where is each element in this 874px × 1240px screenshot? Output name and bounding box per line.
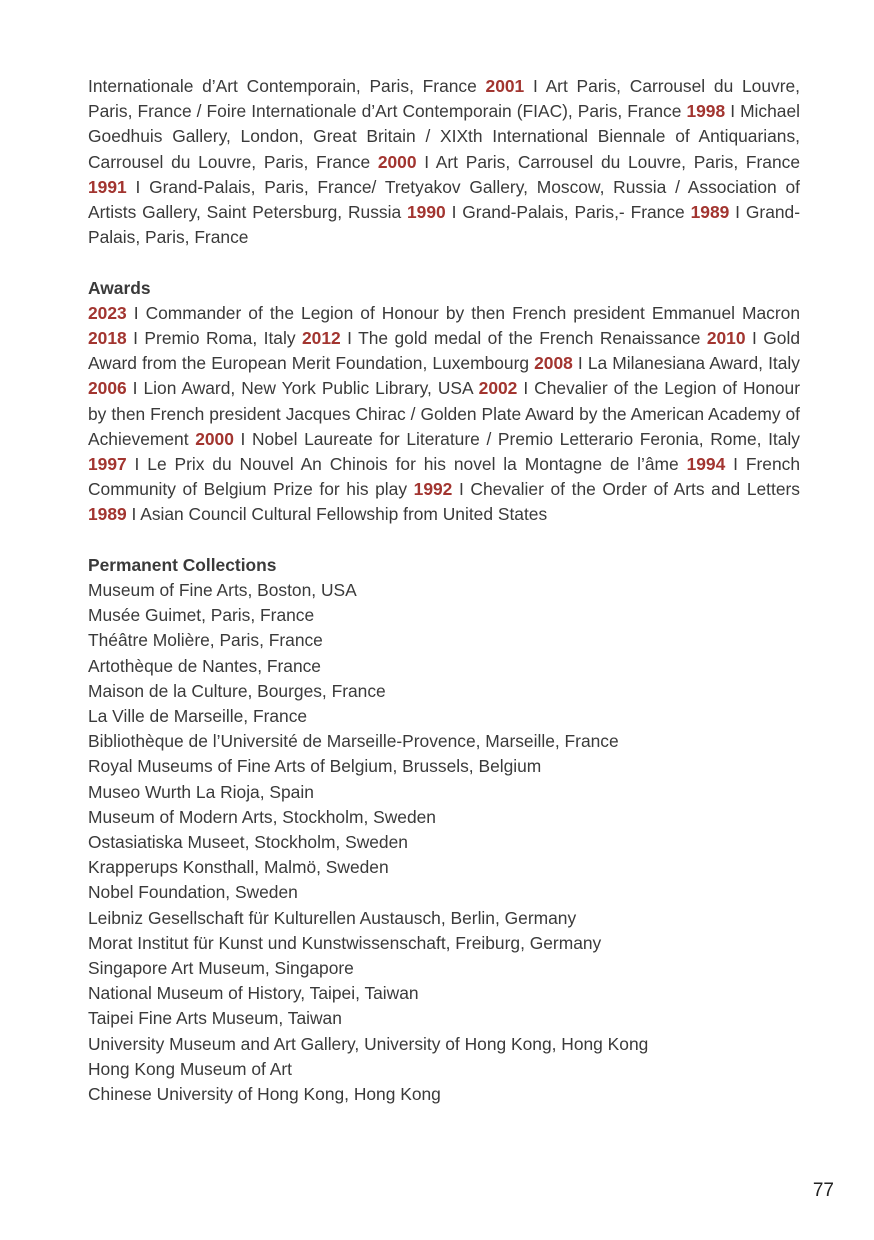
collection-item: Hong Kong Museum of Art (88, 1058, 292, 1079)
entry-text: I French Community of Belgium Prize for his play (88, 454, 800, 500)
year-label: 2018 (88, 328, 127, 349)
year-label: 1990 (407, 202, 446, 223)
year-label: 1989 (690, 202, 730, 223)
entry-text: I Lion Award, New York Public Library, USA (126, 378, 479, 399)
entry-text: I Grand-Palais, Paris, France (88, 202, 801, 248)
year-label: 2002 (478, 378, 518, 399)
year-label: 1994 (686, 454, 726, 475)
year-label: 2006 (88, 378, 127, 399)
year-label: 2008 (534, 353, 573, 374)
year-label: 1992 (413, 479, 453, 500)
collection-item: Bibliothèque de l’Université de Marseille-Provence, Marseille, France (88, 731, 619, 752)
entry-text: I Le Prix du Nouvel An Chinois for his novel la Montagne de l’âme (126, 454, 687, 475)
awards-paragraph (88, 301, 800, 528)
collection-item: University Museum and Art Gallery, University of Hong Kong, Hong Kong (88, 1033, 649, 1054)
collections-heading: Permanent Collections (88, 554, 277, 575)
collection-item: Museo Wurth La Rioja, Spain (88, 781, 314, 802)
entry-text: I Premio Roma, Italy (126, 328, 302, 349)
year-label: 2012 (301, 328, 341, 349)
collection-item: Museum of Fine Arts, Boston, USA (88, 580, 357, 601)
entry-text: I Nobel Laureate for Literature / Premio Letterario Feronia, Rome, Italy (233, 428, 800, 449)
year-label: 2000 (377, 151, 417, 172)
collection-item: Artothèque de Nantes, France (88, 655, 321, 676)
collection-item: National Museum of History, Taipei, Taiwan (88, 983, 419, 1004)
year-label: 2010 (706, 328, 746, 349)
year-label: 1989 (88, 504, 127, 525)
collection-item: Musée Guimet, Paris, France (88, 605, 315, 626)
entry-text: I Grand-Palais, Paris, France/ Tretyakov Gallery, Moscow, Russia / Association of Artists Gallery, Saint Petersburg, Russia (88, 176, 800, 223)
entry-text: I Chevalier of the Order of Arts and Letters (452, 479, 800, 500)
year-label: 1998 (686, 101, 726, 122)
entry-text: Internationale d’Art Contemporain, Paris, France (88, 76, 486, 96)
entry-text: I Art Paris, Carrousel du Louvre, Paris, France (416, 151, 800, 172)
entry-text: I Art Paris, Carrousel du Louvre, Paris, France / Foire Internationale d’Art Contemporain (FIAC), Paris, France (88, 76, 800, 122)
collection-item: Morat Institut für Kunst und Kunstwissenschaft, Freiburg, Germany (88, 932, 602, 953)
entry-text: I Asian Council Cultural Fellowship from United States (126, 504, 548, 525)
collection-item: Taipei Fine Arts Museum, Taiwan (88, 1008, 342, 1029)
entry-text: I Chevalier of the Legion of Honour by then French president Jacques Chirac / Golden Plate Award by the American Academy of Achievement (88, 378, 801, 449)
page-number: 77 (812, 1180, 834, 1201)
year-label: 2000 (195, 428, 234, 449)
entry-text: I Michael Goedhuis Gallery, London, Great Britain / XIXth International Biennale of Antiquarians, Carrousel du Louvre, Paris, France (88, 101, 801, 172)
year-label: 1997 (88, 454, 127, 475)
collection-item: La Ville de Marseille, France (88, 706, 308, 727)
collection-item: Museum of Modern Arts, Stockholm, Sweden (88, 806, 436, 827)
collection-item: Nobel Foundation, Sweden (88, 882, 298, 903)
entry-text: I Grand-Palais, Paris,- France (445, 202, 691, 223)
entry-text: I The gold medal of the French Renaissance (340, 328, 707, 349)
collection-item: Ostasiatiska Museet, Stockholm, Sweden (88, 832, 408, 853)
collection-item: Maison de la Culture, Bourges, France (88, 680, 386, 701)
exhibitions-paragraph (88, 74, 800, 250)
page-content (88, 74, 800, 1107)
collection-item: Royal Museums of Fine Arts of Belgium, Brussels, Belgium (88, 756, 542, 777)
awards-heading: Awards (88, 277, 151, 298)
entry-text: I Commander of the Legion of Honour by then French president Emmanuel Macron (126, 302, 800, 323)
collection-item: Chinese University of Hong Kong, Hong Kong (88, 1084, 441, 1105)
entry-text: I Gold Award from the European Merit Foundation, Luxembourg (88, 328, 800, 374)
collections-list (88, 578, 800, 1107)
collection-item: Leibniz Gesellschaft für Kulturellen Austausch, Berlin, Germany (88, 907, 577, 928)
collection-item: Singapore Art Museum, Singapore (88, 958, 354, 979)
collection-item: Théâtre Molière, Paris, France (88, 630, 323, 651)
year-label: 1991 (88, 176, 127, 197)
year-label: 2001 (485, 76, 525, 96)
entry-text: I La Milanesiana Award, Italy (572, 353, 800, 374)
year-label: 2023 (88, 302, 127, 323)
collection-item: Krapperups Konsthall, Malmö, Sweden (88, 857, 389, 878)
